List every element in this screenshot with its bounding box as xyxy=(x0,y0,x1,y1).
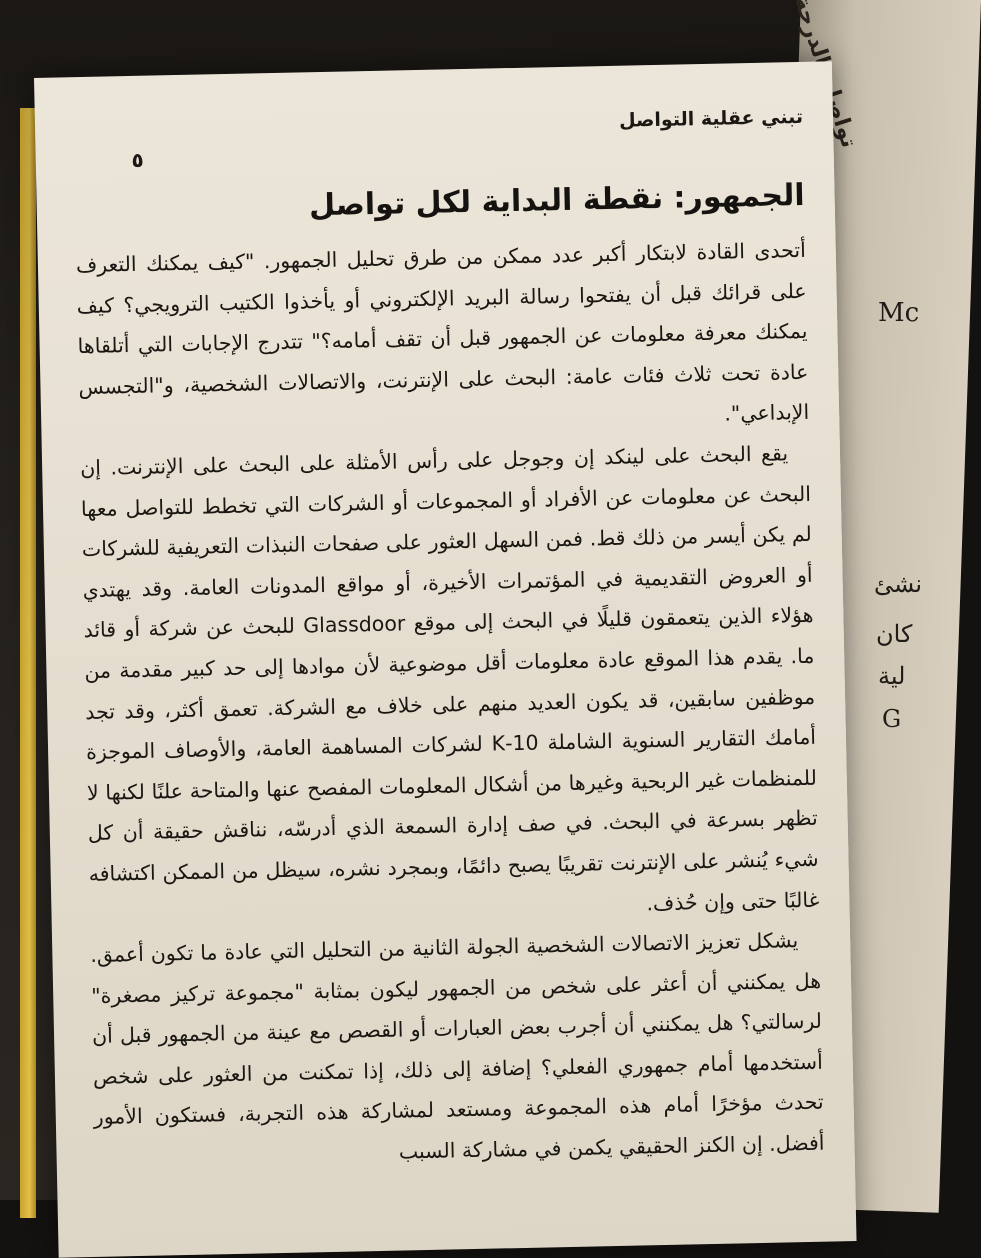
body-text xyxy=(76,230,825,1179)
facing-page-fragment: نشئ xyxy=(874,570,923,598)
facing-page-fragment: Mc xyxy=(878,298,920,328)
book-page xyxy=(34,61,857,1257)
section-title: الجمهور: نقطة البداية لكل تواصل xyxy=(308,177,805,224)
paragraph: أتحدى القادة لابتكار أكبر عدد ممكن من طرق تحليل الجمهور. "كيف يمكنك التعرف على قرائك قبل أن يفتحوا رسالة البريد الإلكتروني أو يأخذوا الكتيب الترويجي؟ كيف يمكنك معرفة معلومات عن الجمهور قبل أن تقف أمامه؟" تتدرج الإجابات التي أتلقاها عادة تحت ثلاث فئات عامة: البحث على الإنترنت، والاتصالات الشخصية، و"التجسس الإبداعي". xyxy=(75,237,810,426)
paragraph: يقع البحث على لينكد إن وجوجل على رأس الأمثلة على البحث على الإنترنت. إن البحث عن معلومات عن الأفراد أو المجموعات أو الشركات التي تخطط للتواصل معها لم يكن أيسر من ذلك قط. فمن السهل العثور على صفحات النبذات التعريفية للشركات أو العروض التقديمية في المؤتمرات الأخيرة، أو مواقع المدونات العامة. وقد يهتدي هؤلاء الذين يتعمقون قليلًا في البحث إلى موقع Glassdoor للبحث عن شركة أو قائد ما. يقدم هذا الموقع عادة معلومات أقل موضوعية لأن موادها إلى حد كبير مقدمة من موظفين سابقين، قد يكون العديد منهم على خلاف مع الشركة. تعمق أكثر، وقد تجد أمامك التقارير السنوية الشاملة 10-K لشركات المساهمة العامة، والأوصاف الموجزة للمنظمات غير الربحية وغيرها من أشكال المعلومات المفصح عنها والمتاحة علنًا لكنها لا تظهر بسرعة في البحث. في صف إدارة السمعة الذي أدرسّه، نناقش حقيقة أن كل شيء يُنشر على الإنترنت تقريبًا يصبح دائمًا، وبمجرد نشره، سيظل من الممكن اكتشافه غالبًا حتى وإن حُذف. xyxy=(79,441,820,915)
page-number: ٥ xyxy=(131,147,144,172)
book-cover-edge xyxy=(20,108,36,1218)
facing-page-fragment: لية xyxy=(878,662,906,690)
running-head: تبني عقلية التواصل xyxy=(618,105,804,132)
facing-page-running-head: تواصل بالدرجة xyxy=(788,0,862,151)
facing-page-fragment: كان xyxy=(876,620,913,648)
paragraph: يشكل تعزيز الاتصالات الشخصية الجولة الثانية من التحليل التي عادة ما تكون أعمق. هل يمكنني أن أعثر على شخص من الجمهور ليكون بمثابة "مجموعة تركيز مصغرة" لرسالتي؟ هل يمكنني أن أجرب بعض العبارات أو القصص مع عينة من الجمهور قبل أن أستخدمها أمام جمهوري الفعلي؟ إضافة إلى ذلك، إذا تمكنت من العثور على شخص تحدث مؤخرًا أمام هذه المجموعة ومستعد لمشاركة هذه التجربة، فستكون الأمور أفضل. إن الكنز الحقيقي يكمن في مشاركة السبب xyxy=(90,928,825,1164)
facing-page-fragment: G xyxy=(882,705,902,733)
